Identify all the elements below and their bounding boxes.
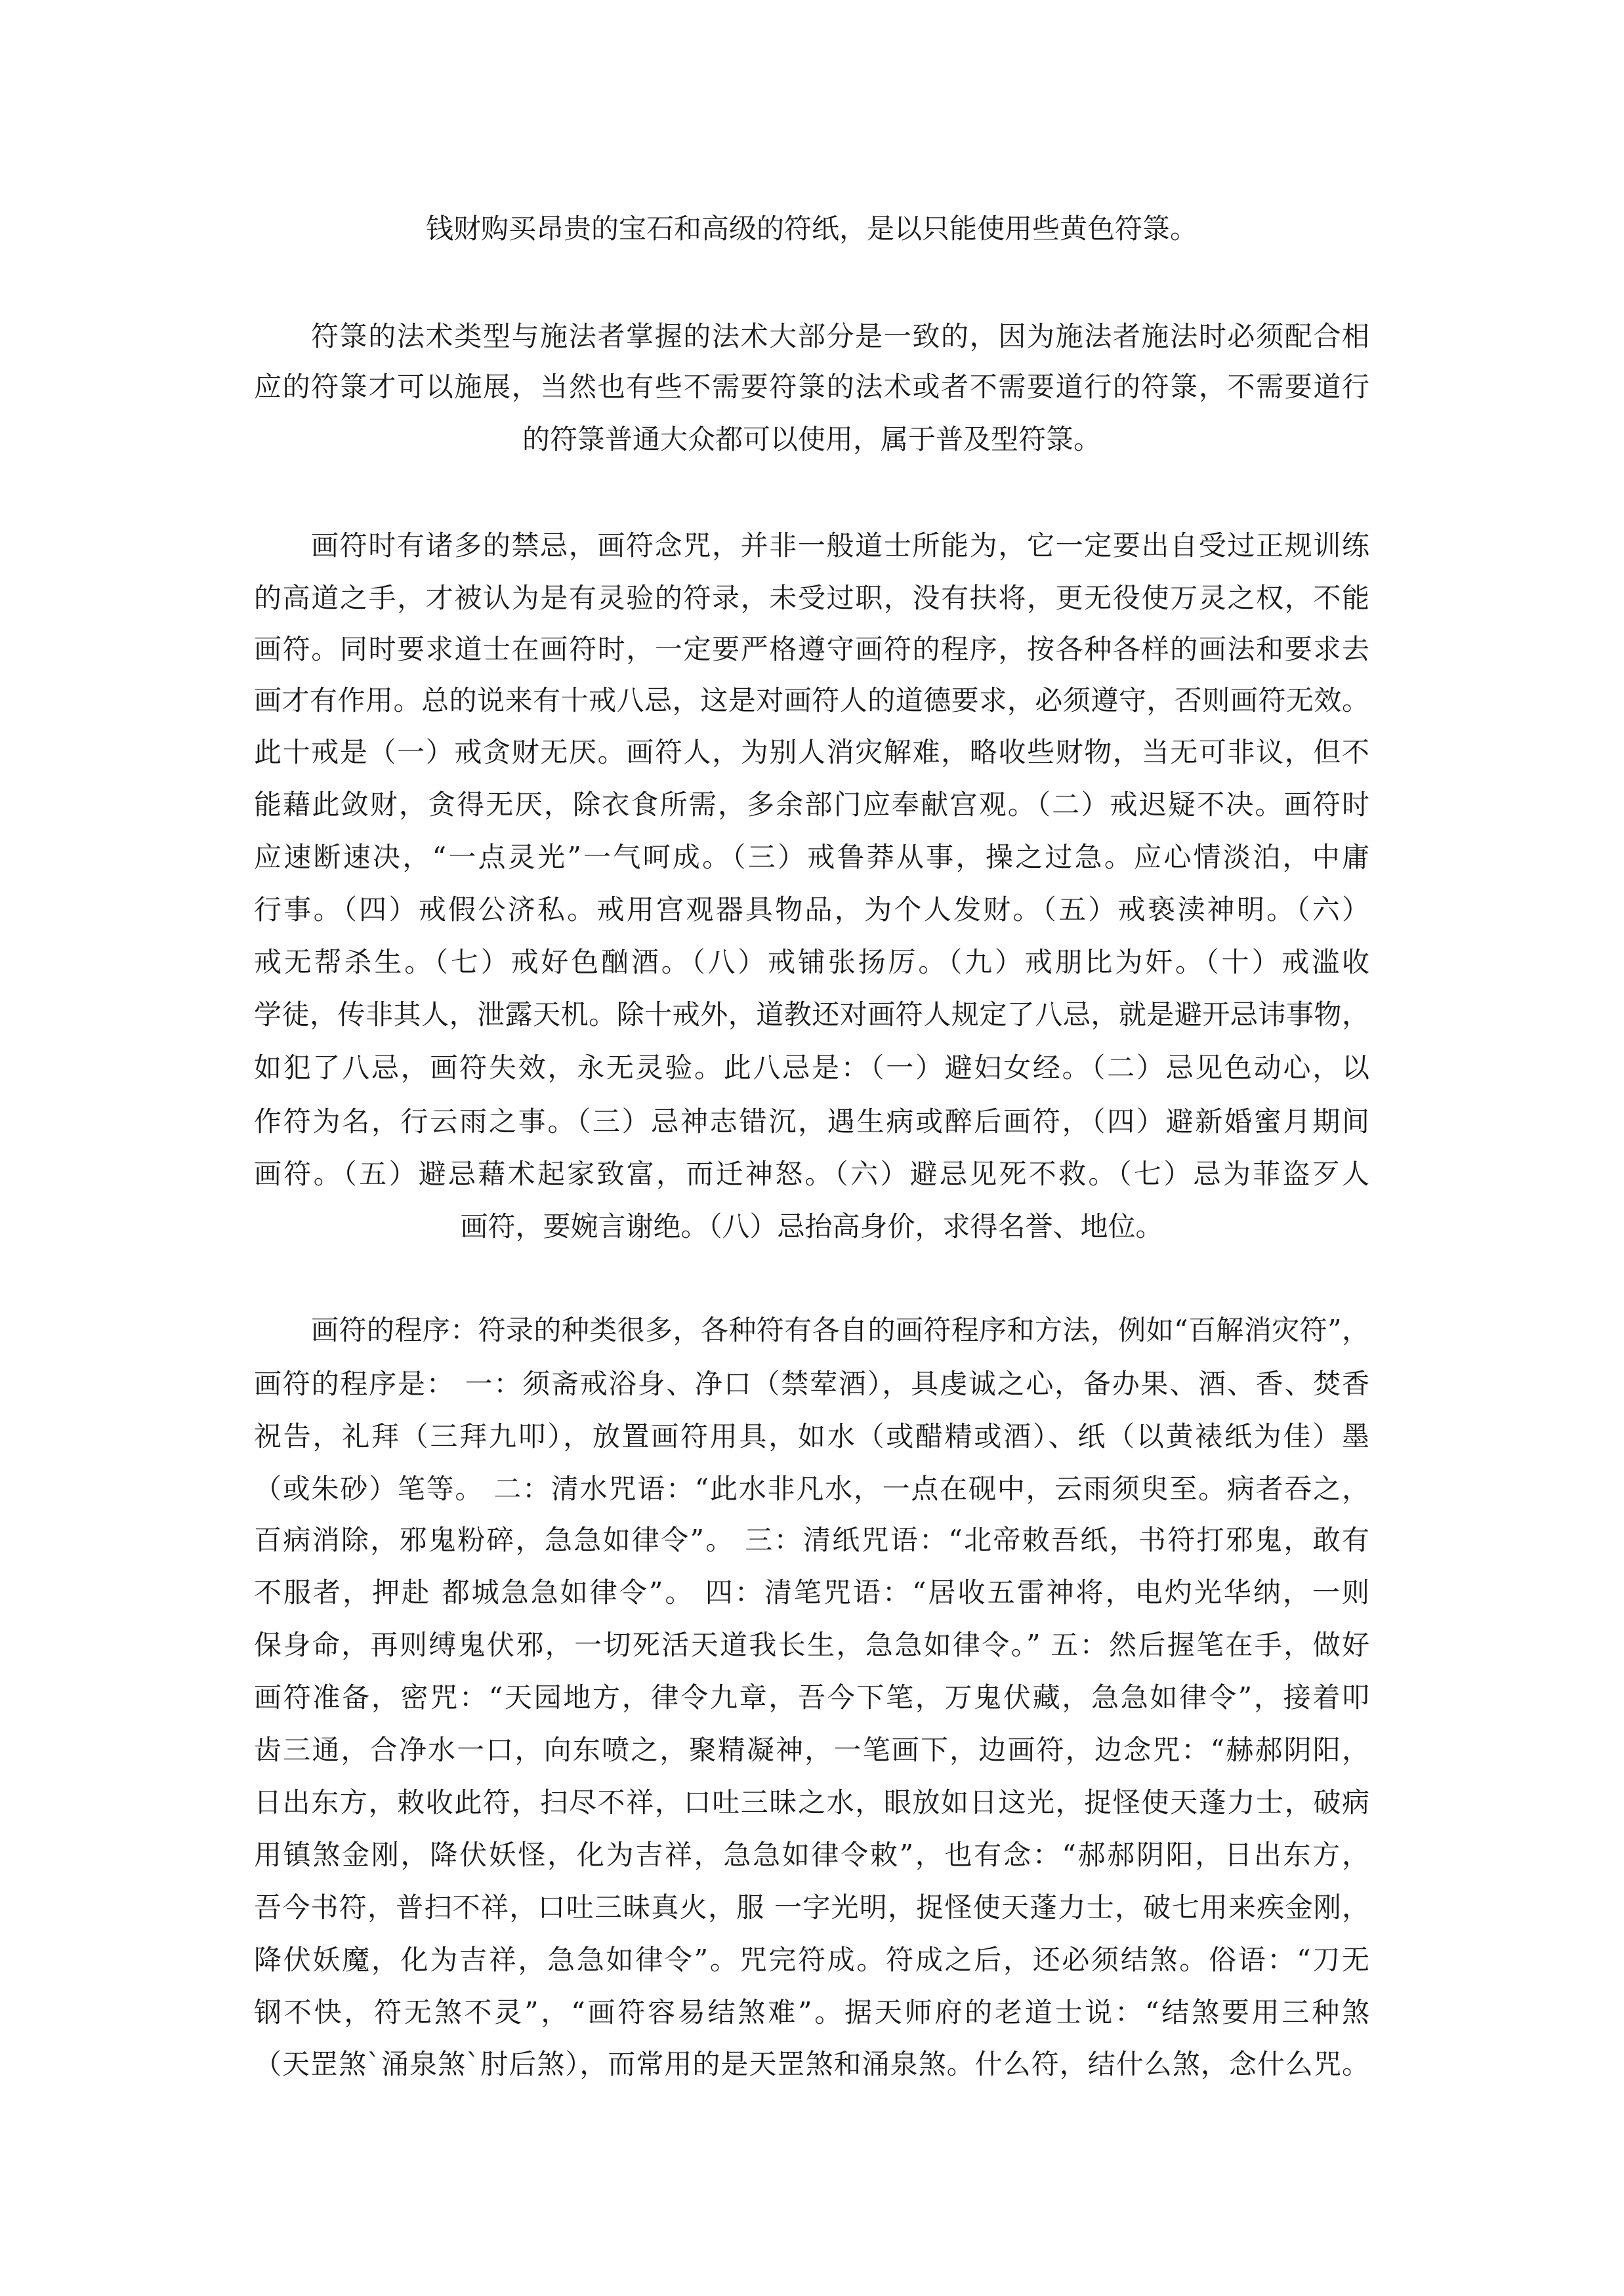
paragraph-3-line-3: 画符。同时要求道士在画符时，一定要严格遵守画符的程序，按各种各样的画法和要求去 — [254, 633, 1369, 665]
paragraph-4-line-9: 齿三通，合净水一口，向东喷之，聚精凝神，一笔画下，边画符，边念咒：“赫郝阴阳， — [254, 1734, 1369, 1766]
paragraph-3-line-13: 画符。（五）避忌藉术起家致富，而迁神怒。（六）避忌见死不救。（七）忌为菲盗歹人 — [254, 1158, 1369, 1190]
paragraph-3-line-7: 应速断速决，“一点灵光”一气呵成。（三）戒鲁莽从事，操之过急。应心情淡泊，中庸 — [254, 841, 1369, 873]
paragraph-2-line-3: 的符箓普通大众都可以使用，属于普及型符箓。 — [522, 423, 1101, 455]
paragraph-4-line-1: 画符的程序：符录的种类很多，各种符有各自的画符程序和方法，例如“百解消灾符”， — [311, 1314, 1369, 1346]
paragraph-2-line-2: 应的符箓才可以施展，当然也有些不需要符箓的法术或者不需要道行的符箓，不需要道行 — [254, 371, 1369, 403]
paragraph-3-line-8: 行事。（四）戒假公济私。戒用宫观器具物品，为个人发财。（五）戒亵渎神明。（六） — [254, 893, 1369, 926]
paragraph-3-line-4: 画才有作用。总的说来有十戒八忌，这是对画符人的道德要求，必须遵守，否则画符无效。 — [254, 684, 1369, 716]
paragraph-4-line-11: 用镇煞金刚，降伏妖怪，化为吉祥，急急如律令敕”，也有念：“郝郝阴阳，日出东方， — [254, 1839, 1369, 1871]
paragraph-4-line-10: 日出东方，敕收此符，扫尽不祥，口吐三昧之水，眼放如日这光，捉怪使天蓬力士，破病 — [254, 1786, 1369, 1818]
paragraph-4-line-3: 祝告，礼拜（三拜九叩），放置画符用具，如水（或醋精或酒）、纸（以黄裱纸为佳）墨 — [254, 1420, 1369, 1452]
paragraph-4-line-14: 钢不快，符无煞不灵”，“画符容易结煞难”。据天师府的老道士说：“结煞要用三种煞 — [254, 1996, 1369, 2028]
paragraph-3-line-11: 如犯了八忌，画符失效，永无灵验。此八忌是：（一）避妇女经。（二）忌见色动心，以 — [254, 1052, 1369, 1084]
paragraph-4-line-2: 画符的程序是： 一：须斋戒浴身、净口（禁荤酒），具虔诚之心，备办果、酒、香、焚香 — [254, 1368, 1369, 1400]
paragraph-4-line-5: 百病消除，邪鬼粉碎，急急如律令”。 三：清纸咒语：“北帝敕吾纸，书符打邪鬼，敢有 — [254, 1524, 1369, 1556]
paragraph-2-line-1: 符箓的法术类型与施法者掌握的法术大部分是一致的，因为施法者施法时必须配合相 — [311, 320, 1369, 352]
paragraph-3-line-2: 的高道之手，才被认为是有灵验的符录，未受过职，没有扶将，更无役使万灵之权，不能 — [254, 582, 1369, 614]
paragraph-3-line-1: 画符时有诸多的禁忌，画符念咒，并非一般道士所能为，它一定要出自受过正规训练 — [311, 529, 1369, 562]
paragraph-4-line-12: 吾今书符，普扫不祥，口吐三昧真火，服 一字光明，捉怪使天蓬力士，破七用来疾金刚， — [254, 1891, 1369, 1923]
paragraph-4-line-4: （或朱砂）笔等。 二：清水咒语：“此水非凡水，一点在砚中，云雨须臾至。病者吞之， — [254, 1473, 1369, 1505]
paragraph-4-line-13: 降伏妖魔，化为吉祥，急急如律令”。咒完符成。符成之后，还必须结煞。俗语：“刀无 — [254, 1944, 1369, 1976]
paragraph-3-line-6: 能藉此敛财，贪得无厌，除衣食所需，多余部门应奉献宫观。（二）戒迟疑不决。画符时 — [254, 789, 1369, 821]
paragraph-4-line-15: （天罡煞`涌泉煞`肘后煞），而常用的是天罡煞和涌泉煞。什么符，结什么煞，念什么咒。 — [254, 2048, 1369, 2080]
paragraph-4-line-8: 画符准备，密咒：“天园地方，律令九章，吾今下笔，万鬼伏藏，急急如律令”，接着叩 — [254, 1681, 1369, 1713]
paragraph-4-line-7: 保身命，再则缚鬼伏邪，一切死活天道我长生，急急如律令。” 五：然后握笔在手，做好 — [254, 1629, 1369, 1661]
paragraph-3-line-9: 戒无帮杀生。（七）戒好色酗酒。（八）戒铺张扬厉。（九）戒朋比为奸。（十）戒滥收 — [254, 946, 1369, 978]
paragraph-4-line-6: 不服者，押赴 都城急急如律令”。 四：清笔咒语：“居收五雷神将，电灼光华纳，一则 — [254, 1576, 1369, 1609]
paragraph-1-line-1: 钱财购买昂贵的宝石和高级的符纸，是以只能使用些黄色符箓。 — [425, 213, 1197, 245]
paragraph-3-line-12: 作符为名，行云雨之事。（三）忌神志错沉，遇生病或醉后画符，（四）避新婚蜜月期间 — [254, 1105, 1369, 1138]
paragraph-3-line-5: 此十戒是（一）戒贪财无厌。画符人，为别人消灾解难，略收些财物，当无可非议，但不 — [254, 736, 1369, 768]
paragraph-3-line-14: 画符，要婉言谢绝。（八）忌抬高身价，求得名誉、地位。 — [460, 1210, 1163, 1242]
paragraph-3-line-10: 学徒，传非其人，泄露天机。除十戒外，道教还对画符人规定了八忌，就是避开忌讳事物， — [254, 998, 1369, 1031]
